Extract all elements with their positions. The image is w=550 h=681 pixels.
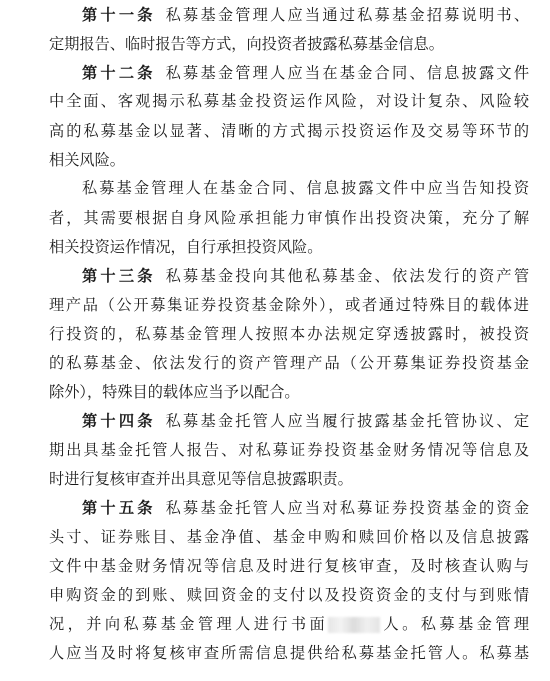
line-text: 头寸、证券账目、基金净值、基金申购和赎回价格以及信息披露	[49, 528, 529, 546]
line-text: 私募基金投向其他私募基金、依法发行的资产管	[165, 267, 529, 285]
blurred-text-region	[328, 617, 380, 633]
line-text: 人应当及时将复核审查所需信息提供给私募基金托管人。私募基	[49, 644, 529, 662]
article-heading: 第十三条	[82, 267, 156, 285]
line-text: 的私募基金、依法发行的资产管理产品（公开募集证券投资基金	[49, 354, 529, 372]
article-heading: 第十五条	[82, 499, 156, 517]
text-line	[82, 177, 529, 199]
line-text: 私募基金托管人应当履行披露基金托管协议、定	[165, 412, 529, 430]
text-line	[82, 62, 529, 84]
text-line	[82, 497, 529, 519]
text-line	[49, 352, 529, 374]
line-text: 中全面、客观揭示私募基金投资运作风险，对设计复杂、风险较	[49, 92, 529, 110]
article-heading: 第十四条	[82, 412, 156, 430]
text-line	[49, 90, 529, 112]
text-line	[49, 207, 529, 229]
text-line	[49, 613, 529, 635]
line-text: 私募基金管理人在基金合同、信息披露文件中应当告知投资	[82, 179, 529, 197]
line-text: 申购资金的到账、赎回资金的支付以及投资资金的支付与到账情	[49, 586, 529, 604]
article-heading: 第十一条	[82, 6, 156, 24]
text-line	[82, 265, 529, 287]
line-text: 者，其需要根据自身风险承担能力审慎作出投资决策，充分了解	[49, 209, 529, 227]
line-text: 期出具基金托管人报告、对私募证券投资基金财务情况等信息及	[49, 441, 529, 459]
line-text: 况，并向私募基金管理人进行书面	[49, 615, 329, 633]
line-text: 行投资的，私募基金管理人按照本办法规定穿透披露时，被投资	[49, 325, 529, 343]
text-line	[49, 236, 529, 258]
text-line	[49, 381, 529, 403]
line-text: 时进行复核审查并出具意见等信息披露职责。	[49, 470, 353, 488]
line-text: 高的私募基金以显著、清晰的方式揭示投资运作及交易等环节的	[49, 122, 529, 140]
line-text: 相关投资运作情况，自行承担投资风险。	[49, 238, 323, 256]
text-line	[49, 526, 529, 548]
line-text: 私募基金管理人应当在基金合同、信息披露文件	[165, 64, 529, 82]
text-line	[49, 149, 529, 171]
text-line	[82, 4, 529, 26]
line-text: 理产品（公开募集证券投资基金除外），或者通过特殊目的载体进	[49, 296, 529, 314]
text-line	[49, 555, 529, 577]
line-text: 私募基金托管人应当对私募证券投资基金的资金	[165, 499, 529, 517]
line-text: 相关风险。	[49, 151, 125, 169]
text-line	[49, 468, 529, 490]
line-text: 私募基金管理人应当通过私募基金招募说明书、	[165, 6, 529, 24]
text-line	[49, 294, 529, 316]
text-line	[49, 642, 529, 664]
text-line	[82, 410, 529, 432]
line-text: 文件中基金财务情况等信息及时进行复核审查，及时核查认购与	[49, 557, 529, 575]
text-line	[49, 323, 529, 345]
text-line	[49, 439, 529, 461]
line-text: 除外），特殊目的载体应当予以配合。	[49, 383, 300, 401]
article-heading: 第十二条	[82, 64, 156, 82]
line-text: 定期报告、临时报告等方式，向投资者披露私募基金信息。	[49, 35, 444, 53]
text-line	[49, 120, 529, 142]
line-text-after-blur: 人。私募基金管理	[380, 615, 529, 633]
text-line	[49, 584, 529, 606]
text-line	[49, 33, 529, 55]
